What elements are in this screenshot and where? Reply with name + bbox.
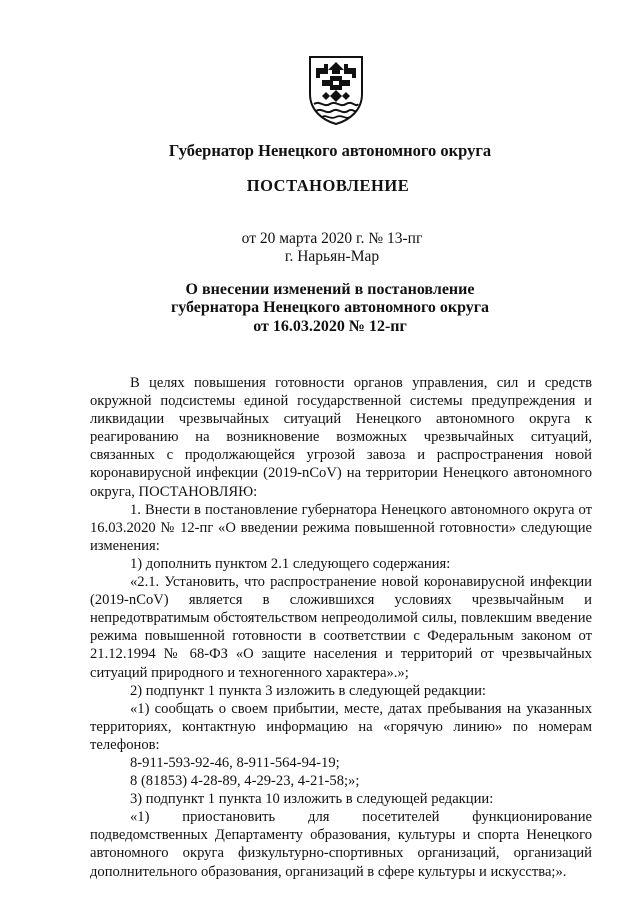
document-place: г. Нарьян-Мар	[284, 248, 380, 265]
item-1-paragraph: 1. Внести в постановление губернатора Ненецкого автономного округа от 16.03.2020 № 12-пг «О введении режима повышенной готовности» следующие изменения:	[90, 501, 592, 554]
subitem-2-text: «1) сообщать о своем прибытии, месте, датах пребывания на указанных территориях, контактную информацию на «горячую линию» по номерам телефонов:	[90, 700, 592, 753]
document-date-number: от 20 марта 2020 г. № 13-пг	[241, 230, 423, 247]
subitem-1-text: «2.1. Установить, что распространение новой коронавирусной инфекции (2019-nCoV) является в сложившихся условиях чрезвычайным и непредотвратимым обстоятельством непреодолимой силы, повлекшим введение режима повышенной готовности в соответствии с Федеральным законом от 21.12.1994 № 68-ФЗ «О защите населения и территорий от чрезвычайных ситуаций природного и техногенного характера».»;	[90, 574, 592, 681]
subitem-3-text: «1) приостановить для посетителей функционирование подведомственных Департаменту образования, культуры и спорта Ненецкого автономного округа физкультурно-спортивных организаций, организаций дополнительного образования, организаций в сфере культуры и искусства;».	[90, 809, 592, 880]
document-body	[90, 374, 592, 881]
nenets-coat-of-arms-icon	[306, 54, 366, 126]
phone-numbers-line-2: 8 (81853) 4-28-89, 4-29-23, 4-21-58;»;	[130, 773, 360, 790]
subitem-2-intro: 2) подпункт 1 пункта 3 изложить в следующей редакции:	[130, 682, 486, 699]
subject-line-3: от 16.03.2020 № 12-пг	[253, 318, 407, 335]
subject-line-2: губернатора Ненецкого автономного округа	[170, 299, 490, 316]
preamble-paragraph: В целях повышения готовности органов управления, сил и средств окружной подсистемы единой государственной системы предупреждения и ликвидации чрезвычайных ситуаций Ненецкого автономного округа к реагированию на возникновение возможных чрезвычайных ситуаций, связанных с продолжающейся угрозой завоза и распространения новой коронавирусной инфекции (2019-nCoV) на территории Ненецкого автономного округа, ПОСТАНОВЛЯЮ:	[90, 375, 592, 500]
subitem-3-intro: 3) подпункт 1 пункта 10 изложить в следующей редакции:	[130, 791, 494, 808]
issuing-authority: Губернатор Ненецкого автономного округа	[168, 141, 492, 160]
document-type: ПОСТАНОВЛЕНИЕ	[246, 176, 410, 195]
subitem-1-intro: 1) дополнить пунктом 2.1 следующего содержания:	[130, 555, 451, 572]
phone-numbers-line-1: 8-911-593-92-46, 8-911-564-94-19;	[130, 754, 340, 771]
subject-line-1: О внесении изменений в постановление	[185, 281, 475, 298]
